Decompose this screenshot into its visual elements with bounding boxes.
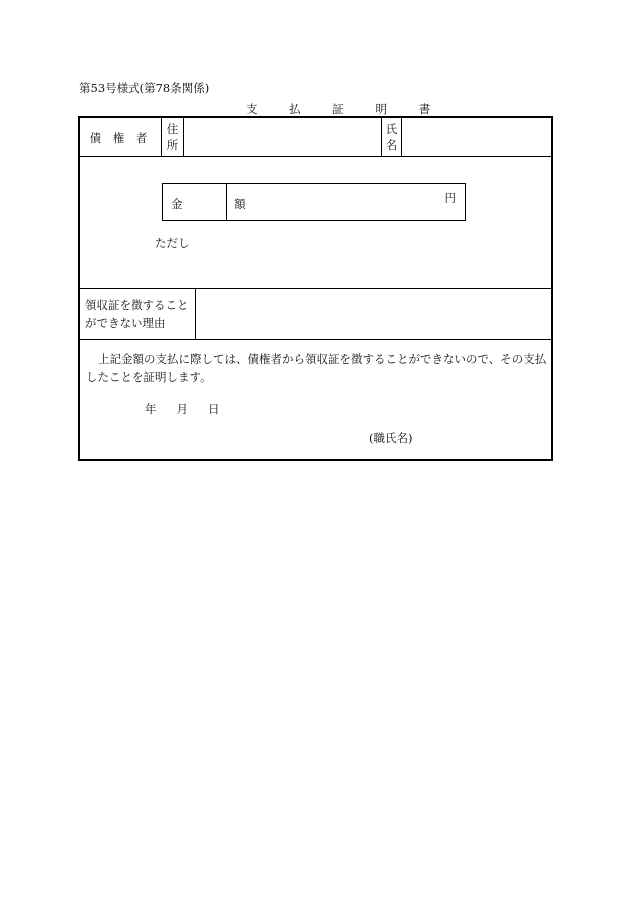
- form-number: 第53号様式(第78条関係): [79, 81, 210, 95]
- amount-box: [162, 183, 466, 221]
- address-field[interactable]: [184, 118, 382, 156]
- yen-unit: 円: [444, 191, 456, 205]
- month-label: 月: [176, 402, 188, 416]
- day-label: 日: [208, 402, 220, 416]
- reason-row: [80, 288, 551, 340]
- address-label-cell: [162, 118, 184, 156]
- creditor-label: 債 権 者: [89, 131, 152, 145]
- creditor-label-cell: [80, 118, 162, 156]
- official-name-label: (職氏名): [369, 431, 413, 445]
- proviso-label: ただし: [155, 236, 190, 250]
- certificate-form: [78, 116, 553, 461]
- name-label: 氏名: [385, 122, 398, 152]
- name-label-cell: [382, 118, 402, 156]
- address-label: 住所: [166, 122, 179, 152]
- year-label: 年: [145, 402, 157, 416]
- name-field[interactable]: [402, 118, 551, 156]
- amount-label: 金 額: [171, 197, 270, 211]
- reason-label-cell: [80, 289, 196, 339]
- document-title: 支 払 証 明 書: [246, 102, 445, 116]
- amount-label-cell: [163, 184, 270, 220]
- date-line: [145, 401, 220, 417]
- creditor-row: [80, 118, 551, 157]
- reason-label: 領収証を徴することができない理由: [85, 298, 189, 330]
- certification-text: 上記金額の支払に際しては、債権者から領収証を徴することができないので、その支払したことを証明します。: [86, 352, 547, 384]
